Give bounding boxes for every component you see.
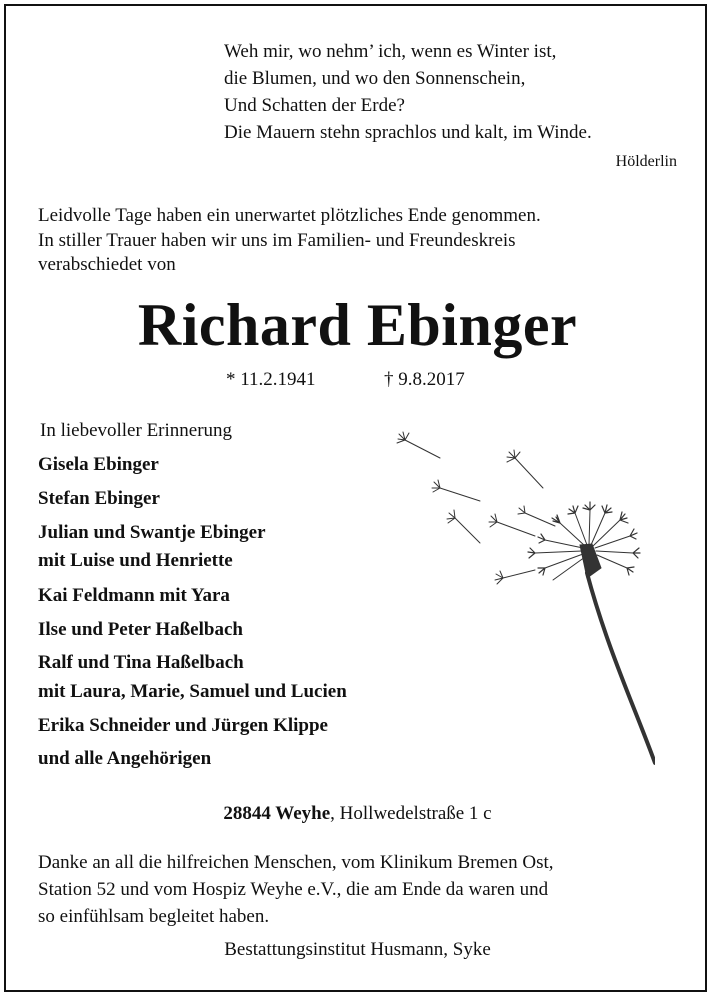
- family-member: Gisela Ebinger: [38, 454, 159, 475]
- address-street: , Hollwedelstraße 1 c: [330, 803, 492, 824]
- poem-line: die Blumen, und wo den Sonnenschein,: [224, 68, 526, 89]
- address-city: 28844 Weyhe: [223, 803, 331, 824]
- dandelion-icon: [385, 418, 655, 778]
- address: [0, 803, 715, 825]
- thanks-line: Danke an all die hilfreichen Menschen, vom Klinikum Bremen Ost,: [38, 852, 554, 873]
- poem-author: Hölderlin: [615, 153, 677, 170]
- thanks-line: Station 52 und vom Hospiz Weyhe e.V., die am Ende da waren und: [38, 879, 549, 900]
- family-member: Ralf und Tina Haßelbach: [38, 652, 244, 673]
- intro-line: In stiller Trauer haben wir uns im Familien- und Freundeskreis: [38, 229, 516, 251]
- poem: [224, 38, 592, 146]
- poem-line: Die Mauern stehn sprachlos und kalt, im Winde.: [224, 122, 592, 143]
- dandelion-head: [580, 544, 601, 578]
- memory-line: In liebevoller Erinnerung: [40, 420, 233, 441]
- thanks-text: [38, 849, 554, 930]
- intro-line: verabschiedet von: [38, 254, 176, 275]
- intro-line: Leidvolle Tage haben ein unerwartet plötzliches Ende genommen.: [38, 205, 541, 226]
- poem-line: Und Schatten der Erde?: [224, 95, 405, 116]
- dandelion-stem: [587, 573, 655, 763]
- family-member: Kai Feldmann mit Yara: [38, 585, 230, 606]
- family-member: mit Luise und Henriette: [38, 550, 233, 571]
- birth-date: * 11.2.1941: [226, 369, 316, 390]
- family-member: Ilse und Peter Haßelbach: [38, 619, 243, 640]
- family-member: Erika Schneider und Jürgen Klippe: [38, 715, 328, 736]
- family-member: Stefan Ebinger: [38, 488, 160, 509]
- family-member: und alle Angehörigen: [38, 748, 212, 769]
- death-date: † 9.8.2017: [384, 369, 465, 390]
- family-member: mit Laura, Marie, Samuel und Lucien: [38, 681, 347, 702]
- intro-text: [38, 204, 541, 278]
- poem-line: Weh mir, wo nehm’ ich, wenn es Winter ist,: [224, 41, 557, 62]
- undertaker: Bestattungsinstitut Husmann, Syke: [224, 939, 491, 960]
- deceased-name: Richard Ebinger: [137, 292, 578, 358]
- family-member: Julian und Swantje Ebinger: [38, 522, 266, 543]
- thanks-line: so einfühlsam begleitet haben.: [38, 906, 270, 927]
